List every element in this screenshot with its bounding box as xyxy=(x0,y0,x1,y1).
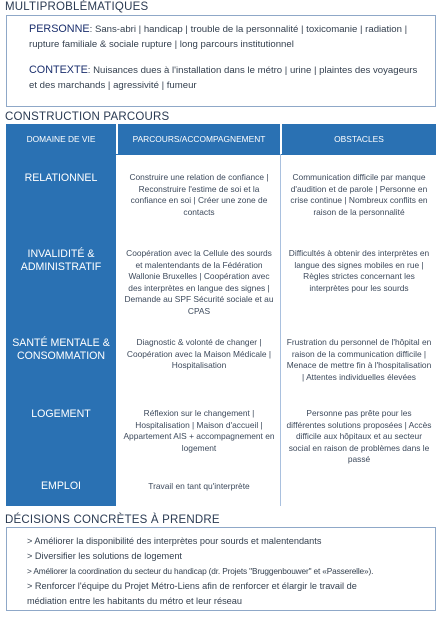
domain-emploi: EMPLOI xyxy=(40,480,82,492)
domain-sante-mentale: SANTÉ MENTALE & CONSOMMATION xyxy=(12,337,110,362)
parcours-emploi: Travail en tant qu'interprète xyxy=(148,481,250,491)
contexte-label: CONTEXTE xyxy=(29,64,88,76)
obstacles-invalidite: Difficultés à obtenir des interprètes en langue des signes mobiles en rue | Règles strictes concernant les interprètes pour les sourds xyxy=(288,248,430,293)
decision-item-continuation: médiation entre les habitants du métro et leur réseau xyxy=(27,596,243,606)
obstacles-relationnel: Communication difficile par manque d'audition et de parole | Personne en crise continue | Nombreux conflits en raison de la personnalité xyxy=(290,172,428,217)
header-obstacles: OBSTACLES xyxy=(282,124,436,154)
domain-logement: LOGEMENT xyxy=(31,408,91,420)
decisions-box xyxy=(6,527,436,611)
column-divider xyxy=(280,154,281,506)
obstacles-sante-mentale: Frustration du personnel de l'hôpital en raison de la communication difficile | Menace de mettre fin à l'hospitalisation | Attentes individuelles élevées xyxy=(286,337,432,382)
construction-table xyxy=(6,124,436,506)
parcours-relationnel: Construire une relation de confiance | Reconstruire l'estime de soi et la confiance en soi | Créer une zone de contacts xyxy=(129,172,269,217)
parcours-invalidite: Coopération avec la Cellule des sourds et malentendants de la Fédération Wallonie Bruxelles | Coopération avec des interprètes en langue des signes | Demande au SPF Sécurité sociale et au CPAS xyxy=(124,248,274,316)
decision-item: > Améliorer la coordination du secteur du handicap (dr. Projets "Bruggenbouwer" et «Passerelle»). xyxy=(27,566,374,576)
parcours-logement: Réflexion sur le changement | Hospitalisation | Maison d'accueil | Appartement AIS + accompagnement en logement xyxy=(123,408,275,453)
contexte-text: : Nuisances dues à l'installation dans le métro | urine | plaintes des voyageurs et des marchands | agressivité | fumeur xyxy=(29,65,418,91)
construction-title: CONSTRUCTION PARCOURS xyxy=(5,111,170,123)
domain-invalidite: INVALIDITÉ & ADMINISTRATIF xyxy=(20,248,102,273)
multiproblematiques-box xyxy=(6,15,436,107)
personne-paragraph xyxy=(29,22,425,52)
personne-text: : Sans-abri | handicap | trouble de la personnalité | toxicomanie | radiation | rupture familiale & sociale rupture | long parcours institutionnel xyxy=(29,24,408,50)
header-rule xyxy=(6,154,436,155)
multiproblematiques-title: MULTIPROBLÉMATIQUES xyxy=(5,1,149,13)
personne-label: PERSONNE xyxy=(29,23,90,35)
decision-item: > Diversifier les solutions de logement xyxy=(27,551,182,561)
decisions-title: DÉCISIONS CONCRÈTES À PRENDRE xyxy=(5,514,220,526)
decision-item: > Renforcer l'équipe du Projet Métro-Liens afin de renforcer et élargir le travail de xyxy=(27,581,357,591)
header-parcours: PARCOURS/ACCOMPAGNEMENT xyxy=(118,124,280,154)
domain-relationnel: RELATIONNEL xyxy=(24,172,98,184)
obstacles-logement: Personne pas prête pour les différentes solutions proposées | Accès difficile aux hôpitaux et au secteur social en raison de problèmes dans le passé xyxy=(286,408,432,465)
header-domaine: DOMAINE DE VIE xyxy=(6,124,116,154)
decision-item: > Améliorer la disponibilité des interprètes pour sourds et malentendants xyxy=(27,536,322,546)
contexte-paragraph xyxy=(29,63,425,93)
parcours-sante-mentale: Diagnostic & volonté de changer | Coopération avec la Maison Médicale | Hospitalisation xyxy=(126,337,272,371)
